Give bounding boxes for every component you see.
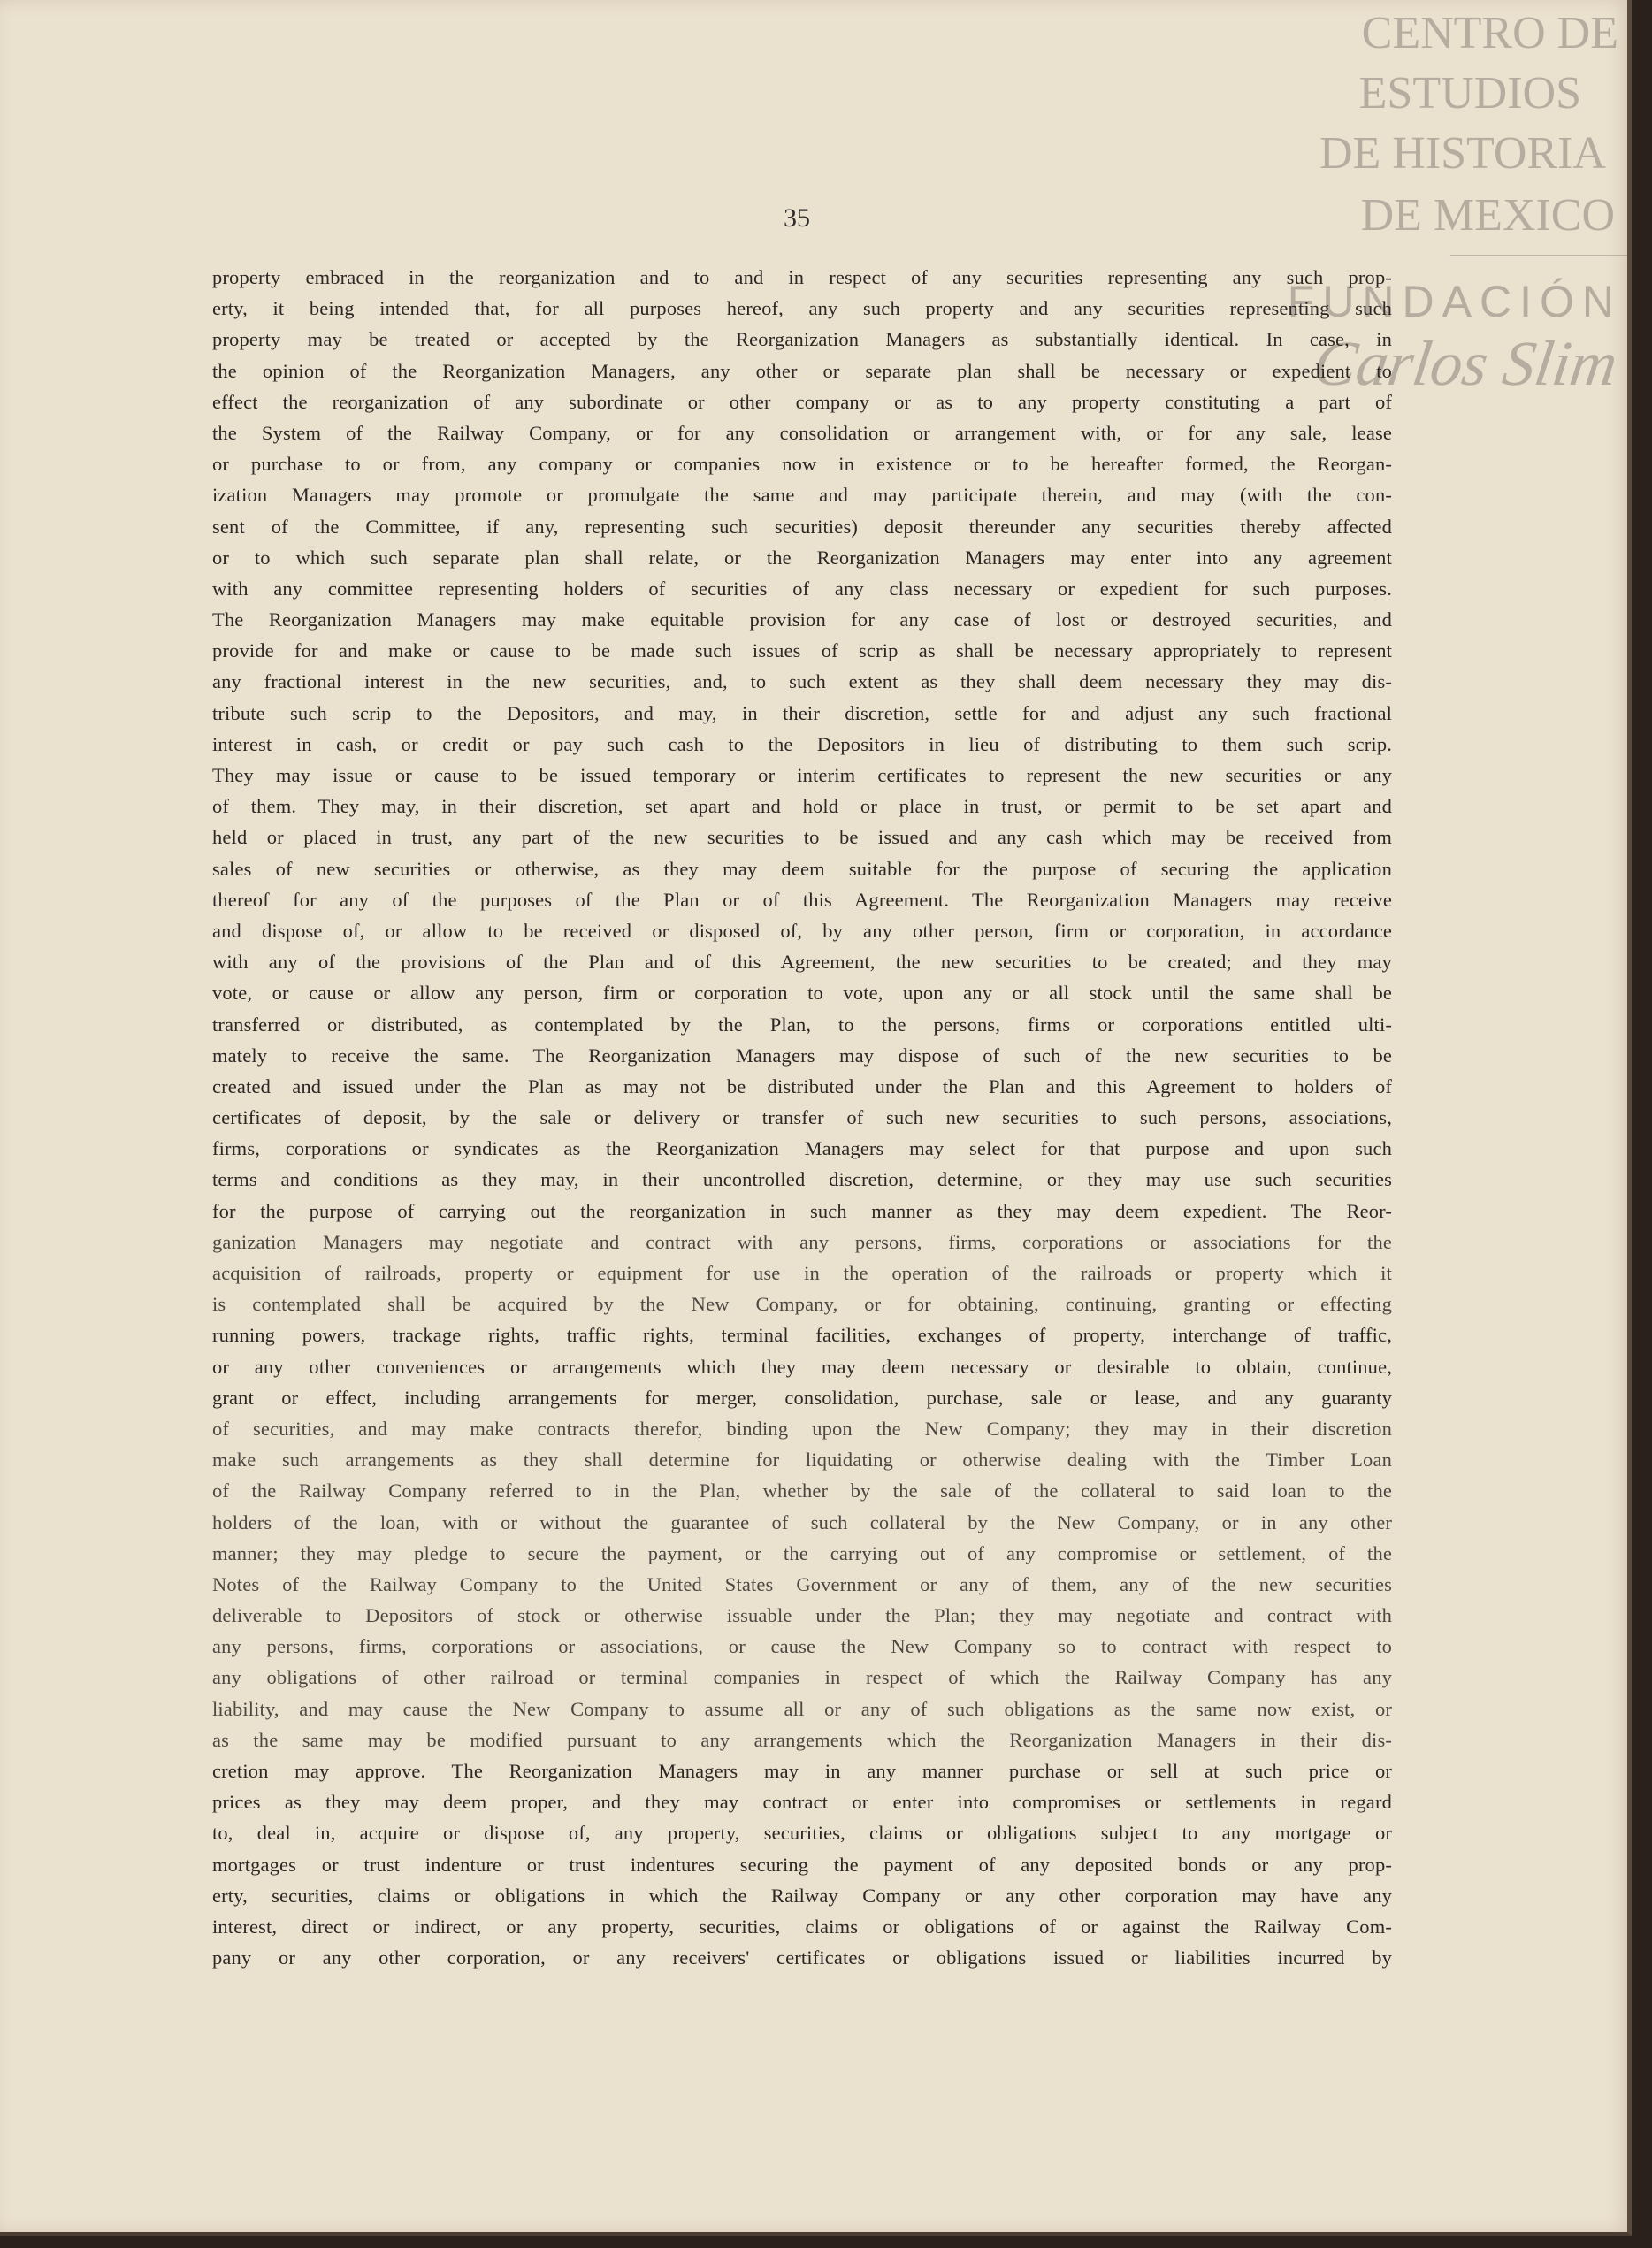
text-line: property embraced in the reorganization and to and in respect of any securities representing any such prop- bbox=[212, 266, 1392, 288]
watermark-line: CENTRO DE bbox=[1361, 8, 1618, 58]
text-line: holders of the loan, with or without the guarantee of such collateral by the New Company, or in any other bbox=[212, 1510, 1392, 1533]
text-line: liability, and may cause the New Company to assume all or any of such obligations as the same now exist, or bbox=[212, 1697, 1392, 1720]
text-line: ganization Managers may negotiate and contract with any persons, firms, corporations or associations for the bbox=[212, 1230, 1392, 1253]
text-line: property may be treated or accepted by the Reorganization Managers as substantially identical. In case, in bbox=[212, 328, 1392, 351]
watermark-signature: Carlos Slim bbox=[1309, 328, 1622, 399]
text-line: pany or any other corporation, or any receivers' certificates or obligations issued or liabilities incurred by bbox=[212, 1946, 1392, 1969]
watermark-line: DE MEXICO bbox=[1360, 190, 1615, 241]
text-line: or purchase to or from, any company or companies now in existence or to be hereafter formed, the Reorgan- bbox=[212, 453, 1392, 476]
text-line: running powers, trackage rights, traffic rights, terminal facilities, exchanges of property, interchange of traffic, bbox=[212, 1324, 1392, 1347]
page-number: 35 bbox=[784, 203, 810, 233]
watermark-divider bbox=[1450, 255, 1627, 256]
text-line: of them. They may, in their discretion, set apart and hold or place in trust, or permit to be set apart and bbox=[212, 795, 1392, 818]
text-line: to, deal in, acquire or dispose of, any property, securities, claims or obligations subject to any mortgage or bbox=[212, 1822, 1392, 1845]
text-line: acquisition of railroads, property or equipment for use in the operation of the railroads or property which it bbox=[212, 1262, 1392, 1284]
text-line: of the Railway Company referred to in the Plan, whether by the sale of the collateral to said loan to the bbox=[212, 1480, 1392, 1502]
text-line: transferred or distributed, as contemplated by the Plan, to the persons, firms or corporations entitled ulti- bbox=[212, 1013, 1392, 1036]
text-line: as the same may be modified pursuant to any arrangements which the Reorganization Managers in their dis- bbox=[212, 1728, 1392, 1751]
body-text bbox=[212, 262, 1392, 2005]
text-line: deliverable to Depositors of stock or otherwise issuable under the Plan; they may negotiate and contract with bbox=[212, 1604, 1392, 1627]
text-line: interest, direct or indirect, or any property, securities, claims or obligations of or against the Railway Com- bbox=[212, 1915, 1392, 1938]
text-line: any fractional interest in the new securities, and, to such extent as they shall deem necessary they may dis- bbox=[212, 670, 1392, 693]
text-line: interest in cash, or credit or pay such cash to the Depositors in lieu of distributing to them such scrip. bbox=[212, 732, 1392, 755]
text-line: terms and conditions as they may, in their uncontrolled discretion, determine, or they may use such securities bbox=[212, 1168, 1392, 1191]
text-line: sales of new securities or otherwise, as they may deem suitable for the purpose of securing the application bbox=[212, 857, 1392, 880]
text-line: thereof for any of the purposes of the Plan or of this Agreement. The Reorganization Managers may receive bbox=[212, 888, 1392, 911]
text-line: grant or effect, including arrangements for merger, consolidation, purchase, sale or lease, and any guaranty bbox=[212, 1386, 1392, 1409]
watermark-line: ESTUDIOS bbox=[1358, 68, 1581, 119]
text-line bbox=[212, 1973, 1392, 2004]
text-line: is contemplated shall be acquired by the New Company, or for obtaining, continuing, granting or effecting bbox=[212, 1293, 1392, 1316]
text-line: or any other conveniences or arrangements which they may deem necessary or desirable to obtain, continue, bbox=[212, 1355, 1392, 1378]
text-line: vote, or cause or allow any person, firm or corporation to vote, upon any or all stock until the same shall be bbox=[212, 982, 1392, 1005]
text-line: effect the reorganization of any subordinate or other company or as to any property constituting a part of bbox=[212, 390, 1392, 413]
text-line: Notes of the Railway Company to the United States Government or any of them, any of the new securities bbox=[212, 1572, 1392, 1595]
text-line: tribute such scrip to the Depositors, and may, in their discretion, settle for and adjust any such fractional bbox=[212, 701, 1392, 724]
text-line: certificates of deposit, by the sale or delivery or transfer of such new securities to such persons, associations, bbox=[212, 1106, 1392, 1129]
text-line: any obligations of other railroad or terminal companies in respect of which the Railway Company has any bbox=[212, 1666, 1392, 1689]
text-line: for the purpose of carrying out the reorganization in such manner as they may deem expedient. The Reor- bbox=[212, 1199, 1392, 1222]
text-line: ization Managers may promote or promulgate the same and may participate therein, and may (with the con- bbox=[212, 484, 1392, 507]
text-line: erty, it being intended that, for all purposes hereof, any such property and any securities representing such bbox=[212, 297, 1392, 320]
text-line: make such arrangements as they shall determine for liquidating or otherwise dealing with the Timber Loan bbox=[212, 1449, 1392, 1472]
watermark-line: DE HISTORIA bbox=[1319, 128, 1606, 179]
text-line: with any of the provisions of the Plan and of this Agreement, the new securities to be created; and they may bbox=[212, 951, 1392, 974]
text-line: mortgages or trust indenture or trust indentures securing the payment of any deposited bonds or any prop- bbox=[212, 1853, 1392, 1876]
text-line: sent of the Committee, if any, representing such securities) deposit thereunder any securities thereby affected bbox=[212, 515, 1392, 538]
text-line: mately to receive the same. The Reorganization Managers may dispose of such of the new securities to be bbox=[212, 1044, 1392, 1067]
text-line: and dispose of, or allow to be received or disposed of, by any other person, firm or corporation, in accordance bbox=[212, 919, 1392, 942]
text-line: of securities, and may make contracts therefor, binding upon the New Company; they may in their discretion bbox=[212, 1417, 1392, 1440]
text-line: prices as they may deem proper, and they may contract or enter into compromises or settlements in regard bbox=[212, 1791, 1392, 1814]
text-line: provide for and make or cause to be made such issues of scrip as shall be necessary appropriately to represent bbox=[212, 639, 1392, 662]
text-line: erty, securities, claims or obligations in which the Railway Company or any other corporation may have any bbox=[212, 1884, 1392, 1907]
text-line: with any committee representing holders of securities of any class necessary or expedient for such purposes. bbox=[212, 577, 1392, 600]
text-line: cretion may approve. The Reorganization Managers may in any manner purchase or sell at such price or bbox=[212, 1760, 1392, 1782]
text-line: firms, corporations or syndicates as the Reorganization Managers may select for that purpose and upon such bbox=[212, 1137, 1392, 1160]
text-line: any persons, firms, corporations or associations, or cause the New Company so to contract with respect to bbox=[212, 1635, 1392, 1658]
text-line: They may issue or cause to be issued temporary or interim certificates to represent the new securities or any bbox=[212, 764, 1392, 786]
watermark-foundation: FUNDACIÓN bbox=[1287, 277, 1622, 326]
text-line: held or placed in trust, any part of the new securities to be issued and any cash which may be received from bbox=[212, 826, 1392, 849]
text-line: the System of the Railway Company, or for any consolidation or arrangement with, or for any sale, lease bbox=[212, 421, 1392, 444]
text-line: the opinion of the Reorganization Managers, any other or separate plan shall be necessary or expedient to bbox=[212, 359, 1392, 382]
text-line: created and issued under the Plan as may not be distributed under the Plan and this Agreement to holders of bbox=[212, 1074, 1392, 1097]
text-line: The Reorganization Managers may make equitable provision for any case of lost or destroyed securities, and bbox=[212, 608, 1392, 631]
text-line: or to which such separate plan shall relate, or the Reorganization Managers may enter into any agreement bbox=[212, 546, 1392, 569]
text-line: manner; they may pledge to secure the payment, or the carrying out of any compromise or settlement, of the bbox=[212, 1541, 1392, 1564]
